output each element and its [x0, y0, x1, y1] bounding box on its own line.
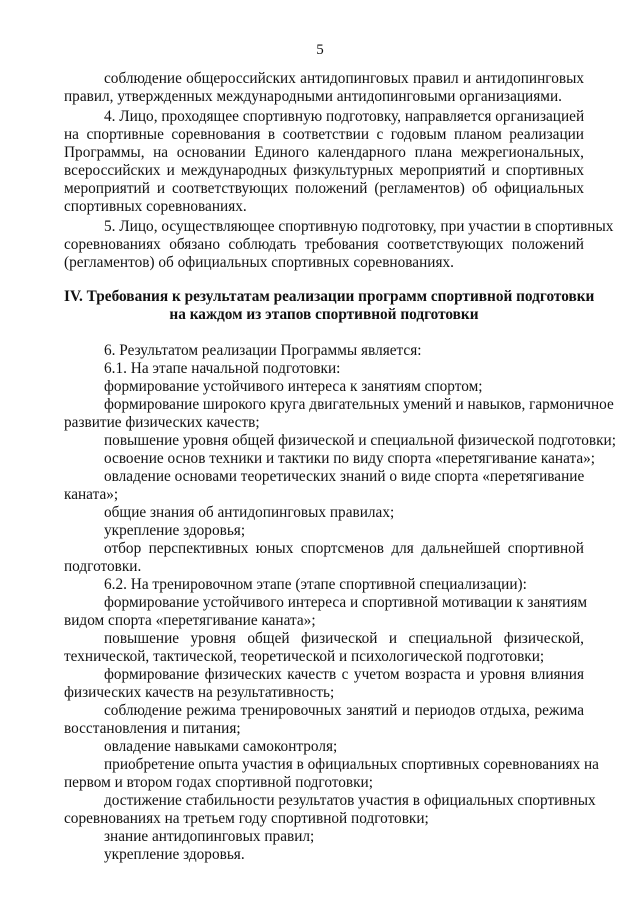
text-line: первом и втором годах спортивной подготовки; — [64, 774, 373, 791]
text-line: 4. Лицо, проходящее спортивную подготовку, направляется организацией — [104, 108, 585, 125]
text-line: 6.2. На тренировочном этапе (этапе спортивной специализации): — [104, 576, 527, 593]
text-line: правил, утвержденных международными антидопинговыми организациями. — [64, 88, 562, 105]
text-line: восстановления и питания; — [64, 720, 241, 737]
section-heading-line-1: IV. Требования к результатам реализации программ спортивной подготовки — [64, 288, 595, 305]
text-line: освоение основ техники и тактики по виду спорта «перетягивание каната»; — [104, 450, 596, 467]
text-line: Программы, на основании Единого календарного плана межрегиональных, — [64, 144, 584, 161]
text-line: каната»; — [64, 486, 119, 503]
text-line: формирование устойчивого интереса к занятиям спортом; — [104, 378, 483, 395]
text-line: овладение навыками самоконтроля; — [104, 738, 338, 755]
text-line: мероприятий и соответствующих положений (регламентов) об официальных — [64, 180, 584, 197]
text-line: приобретение опыта участия в официальных спортивных соревнованиях на — [104, 756, 599, 773]
text-line: спортивных соревнованиях. — [64, 198, 247, 215]
text-line: на спортивные соревнования в соответствии с годовым планом реализации — [64, 126, 584, 143]
text-line: видом спорта «перетягивание каната»; — [64, 612, 316, 629]
text-line: повышение уровня общей физической и специальной физической, — [104, 630, 584, 647]
text-line: соблюдение общероссийских антидопинговых правил и антидопинговых — [104, 70, 584, 87]
text-line: повышение уровня общей физической и специальной физической подготовки; — [104, 432, 616, 449]
text-line: формирование физических качеств с учетом возраста и уровня влияния — [104, 666, 584, 683]
text-line: 6.1. На этапе начальной подготовки: — [104, 360, 341, 377]
page-number: 5 — [316, 42, 324, 58]
text-line: всероссийских и международных физкультурных мероприятий и спортивных — [64, 162, 584, 179]
text-line: формирование широкого круга двигательных умений и навыков, гармоничное — [104, 396, 614, 413]
section-heading-line-2: на каждом из этапов спортивной подготовки — [169, 306, 479, 323]
text-line: 6. Результатом реализации Программы является: — [104, 342, 422, 359]
text-line: физических качеств на результативность; — [64, 684, 335, 701]
text-line: овладение основами теоретических знаний о виде спорта «перетягивание — [104, 468, 585, 485]
text-line: укрепление здоровья. — [104, 846, 245, 863]
text-line: соревнованиях на третьем году спортивной подготовки; — [64, 810, 429, 827]
text-line: 5. Лицо, осуществляющее спортивную подготовку, при участии в спортивных — [104, 218, 614, 235]
text-line: общие знания об антидопинговых правилах; — [104, 504, 395, 521]
text-line: отбор перспективных юных спортсменов для дальнейшей спортивной — [104, 540, 584, 557]
text-line: (регламентов) об официальных спортивных соревнованиях. — [64, 254, 454, 271]
text-line: знание антидопинговых правил; — [104, 828, 315, 845]
text-line: подготовки. — [64, 558, 142, 575]
text-line: соблюдение режима тренировочных занятий и периодов отдыха, режима — [104, 702, 584, 719]
text-line: формирование устойчивого интереса и спортивной мотивации к занятиям — [104, 594, 588, 611]
text-line: укрепление здоровья; — [104, 522, 246, 539]
text-line: соревнованиях обязано соблюдать требования соответствующих положений — [64, 236, 584, 253]
text-line: развитие физических качеств; — [64, 414, 260, 431]
text-line: технической, тактической, теоретической и психологической подготовки; — [64, 648, 545, 665]
text-line: достижение стабильности результатов участия в официальных спортивных — [104, 792, 596, 809]
